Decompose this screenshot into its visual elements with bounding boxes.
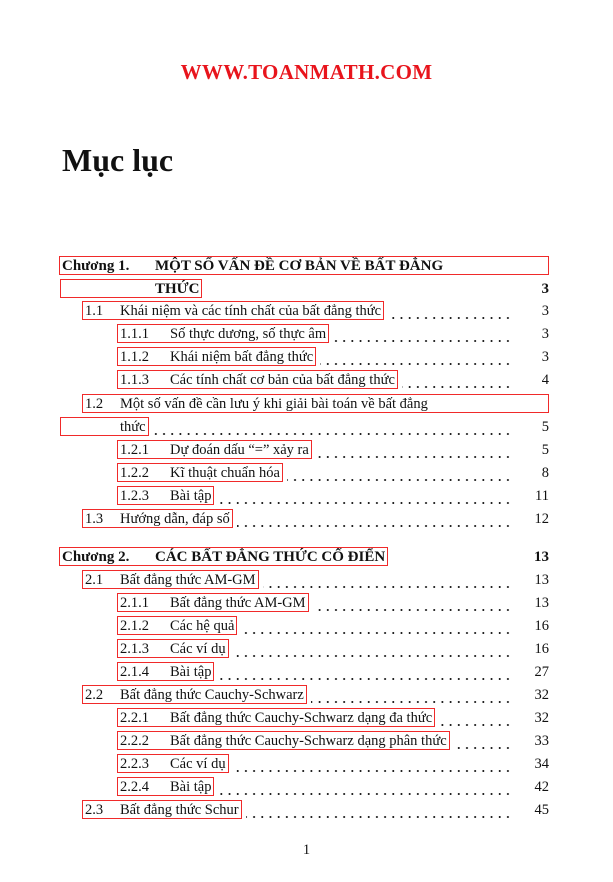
dot-leader (153, 416, 512, 438)
dot-leader (241, 615, 512, 637)
toc-entry[interactable] (0, 346, 613, 368)
dot-leader (233, 753, 512, 775)
toc-entry-page[interactable]: 34 (534, 756, 549, 772)
toc-entry-number: 2.2.1 (120, 710, 149, 726)
toc-entry[interactable] (0, 592, 613, 614)
toc-entry-number: 2.1.1 (120, 595, 149, 611)
toc-entry-number: 2.2 (85, 687, 104, 703)
link-box[interactable] (59, 256, 549, 275)
toc-entry-number: 1.2 (85, 396, 104, 412)
dot-leader (263, 569, 512, 591)
toc-entry[interactable] (0, 638, 613, 660)
link-box[interactable] (117, 486, 214, 505)
toc-entry-number: 2.1.4 (120, 664, 149, 680)
toc-entry-number: 1.2.2 (120, 465, 149, 481)
link-box[interactable] (60, 279, 202, 298)
dot-leader (311, 684, 512, 706)
toc-entry-title: CÁC BẤT ĐẲNG THỨC CỔ ĐIỂN (155, 549, 386, 565)
toc-entry-page[interactable]: 4 (541, 372, 549, 388)
toc-entry-page[interactable]: 8 (541, 465, 549, 481)
toc-entry-number: 1.1.1 (120, 326, 149, 342)
toc-entry-number: 2.1 (85, 572, 104, 588)
toc-entry-title: Bất đẳng thức AM-GM (120, 572, 256, 588)
toc-entry[interactable] (0, 508, 613, 530)
toc-entry[interactable] (0, 661, 613, 683)
toc-entry-page[interactable]: 42 (534, 779, 549, 795)
toc-entry-title: Kĩ thuật chuẩn hóa (170, 465, 280, 481)
dot-leader (218, 661, 512, 683)
toc-entry-number: 2.1.2 (120, 618, 149, 634)
link-box[interactable] (59, 547, 388, 566)
dot-leader (388, 300, 512, 322)
toc-entry[interactable] (0, 776, 613, 798)
link-box[interactable] (82, 570, 259, 589)
link-box[interactable] (117, 370, 398, 389)
toc-entry-page[interactable]: 27 (534, 664, 549, 680)
toc-entry[interactable] (0, 707, 613, 729)
toc-entry-page[interactable]: 3 (541, 349, 549, 365)
toc-entry-page[interactable]: 13 (534, 549, 549, 565)
toc-entry-title: Khái niệm và các tính chất của bất đẳng thức (120, 303, 382, 319)
toc-entry-title: Khái niệm bất đẳng thức (170, 349, 314, 365)
toc-entry-number: 1.2.1 (120, 442, 149, 458)
toc-entry[interactable] (0, 684, 613, 706)
toc-entry-page[interactable]: 16 (534, 641, 549, 657)
link-box[interactable] (117, 593, 309, 612)
toc-entry-title: Bất đẳng thức Cauchy-Schwarz dạng đa thức (170, 710, 433, 726)
toc-entry-page[interactable]: 45 (534, 802, 549, 818)
toc-entry-page[interactable]: 3 (541, 326, 549, 342)
dot-leader (402, 369, 512, 391)
toc-entry-number: 1.3 (85, 511, 104, 527)
toc-entry[interactable] (0, 300, 613, 322)
dot-leader (320, 346, 512, 368)
link-box[interactable] (82, 394, 549, 413)
link-box[interactable] (117, 324, 329, 343)
toc-entry-title: Bài tập (170, 664, 212, 680)
link-box[interactable] (117, 662, 214, 681)
toc-entry-title: Bài tập (170, 779, 212, 795)
toc-entry-title-line2: THỨC (155, 281, 200, 297)
toc-entry-title-line1: Một số vấn đề cần lưu ý khi giải bài toán về bất đẳng (120, 396, 428, 412)
dot-leader (439, 707, 512, 729)
toc-entry[interactable] (0, 393, 613, 415)
toc-entry-page[interactable]: 3 (541, 281, 549, 297)
toc-entry[interactable] (0, 485, 613, 507)
dot-leader (233, 638, 512, 660)
toc-entry[interactable] (0, 323, 613, 345)
toc-entry-page[interactable]: 5 (541, 419, 549, 435)
link-box[interactable] (117, 463, 283, 482)
toc-entry-number: 1.2.3 (120, 488, 149, 504)
link-box[interactable] (117, 639, 229, 658)
link-box[interactable] (60, 417, 149, 436)
toc-entry-page[interactable]: 11 (535, 488, 549, 504)
toc-entry-page[interactable]: 3 (541, 303, 549, 319)
toc-entry-title: Bài tập (170, 488, 212, 504)
toc-entry-title: Bất đẳng thức Schur (120, 802, 239, 818)
toc-entry[interactable] (0, 753, 613, 775)
toc-entry-number: 2.2.2 (120, 733, 149, 749)
toc-entry-page[interactable]: 13 (534, 572, 549, 588)
link-box[interactable] (117, 731, 450, 750)
toc-entry-title: Các hệ quả (170, 618, 235, 634)
link-box[interactable] (117, 708, 435, 727)
dot-leader (237, 508, 512, 530)
toc-entry[interactable] (0, 730, 613, 752)
link-box[interactable] (117, 440, 312, 459)
toc-entry-title-line2: thức (120, 419, 146, 435)
toc-entry-continuation[interactable] (0, 278, 613, 300)
toc-entry[interactable] (0, 569, 613, 591)
toc-entry-number: Chương 1. (62, 258, 130, 274)
toc-entry-number: Chương 2. (62, 549, 130, 565)
dot-leader (218, 485, 512, 507)
toc-entry-title: Bất đẳng thức AM-GM (170, 595, 306, 611)
toc-entry-number: 1.1 (85, 303, 104, 319)
toc-entry-page[interactable]: 13 (534, 595, 549, 611)
toc-entry-title: Các ví dụ (170, 756, 226, 772)
toc-entry-page[interactable]: 33 (534, 733, 549, 749)
toc-entry[interactable] (0, 462, 613, 484)
toc-entry-number: 2.2.3 (120, 756, 149, 772)
toc-entry-number: 2.1.3 (120, 641, 149, 657)
toc-entry-title: Số thực dương, số thực âm (170, 326, 327, 342)
toc-entry-page[interactable]: 32 (534, 687, 549, 703)
link-box[interactable] (117, 616, 237, 635)
toc-entry-title-line1: MỘT SỐ VẤN ĐỀ CƠ BẢN VỀ BẤT ĐẲNG (155, 258, 444, 274)
toc-entry-number: 1.1.2 (120, 349, 149, 365)
toc-entry-number: 2.2.4 (120, 779, 149, 795)
toc-entry-title: Bất đẳng thức Cauchy-Schwarz (120, 687, 304, 703)
dot-leader (316, 439, 512, 461)
toc-entry-page[interactable]: 5 (541, 442, 549, 458)
link-box[interactable] (117, 777, 214, 796)
link-box[interactable] (117, 347, 316, 366)
dot-leader (218, 776, 512, 798)
toc-entry-page[interactable]: 32 (534, 710, 549, 726)
toc-entry[interactable] (0, 546, 613, 568)
toc-title: Mục lục (62, 142, 174, 178)
toc-entry-number: 2.3 (85, 802, 104, 818)
toc-entry-title: Các tính chất cơ bản của bất đẳng thức (170, 372, 395, 388)
link-box[interactable] (82, 301, 384, 320)
toc-entry-number: 1.1.3 (120, 372, 149, 388)
toc-entry[interactable] (0, 799, 613, 821)
dot-leader (454, 730, 512, 752)
page-number: 1 (302, 842, 311, 858)
toc-entry[interactable] (0, 439, 613, 461)
dot-leader (246, 799, 512, 821)
toc-entry-title: Dự đoán dấu “=” xảy ra (170, 442, 309, 458)
site-watermark-link[interactable]: WWW.TOANMATH.COM (180, 60, 433, 84)
dot-leader (313, 592, 512, 614)
toc-entry[interactable] (0, 369, 613, 391)
toc-entry-continuation[interactable] (0, 416, 613, 438)
toc-entry[interactable] (0, 615, 613, 637)
toc-entry-title: Các ví dụ (170, 641, 226, 657)
link-box[interactable] (82, 800, 242, 819)
toc-entry[interactable] (0, 255, 613, 277)
link-box[interactable] (117, 754, 229, 773)
toc-entry-page[interactable]: 12 (534, 511, 549, 527)
link-box[interactable] (82, 509, 233, 528)
toc-entry-title: Hướng dẫn, đáp số (120, 511, 230, 527)
dot-leader (287, 462, 512, 484)
link-box[interactable] (82, 685, 307, 704)
dot-leader (333, 323, 512, 345)
toc-entry-page[interactable]: 16 (534, 618, 549, 634)
toc-entry-title: Bất đẳng thức Cauchy-Schwarz dạng phân thức (170, 733, 447, 749)
